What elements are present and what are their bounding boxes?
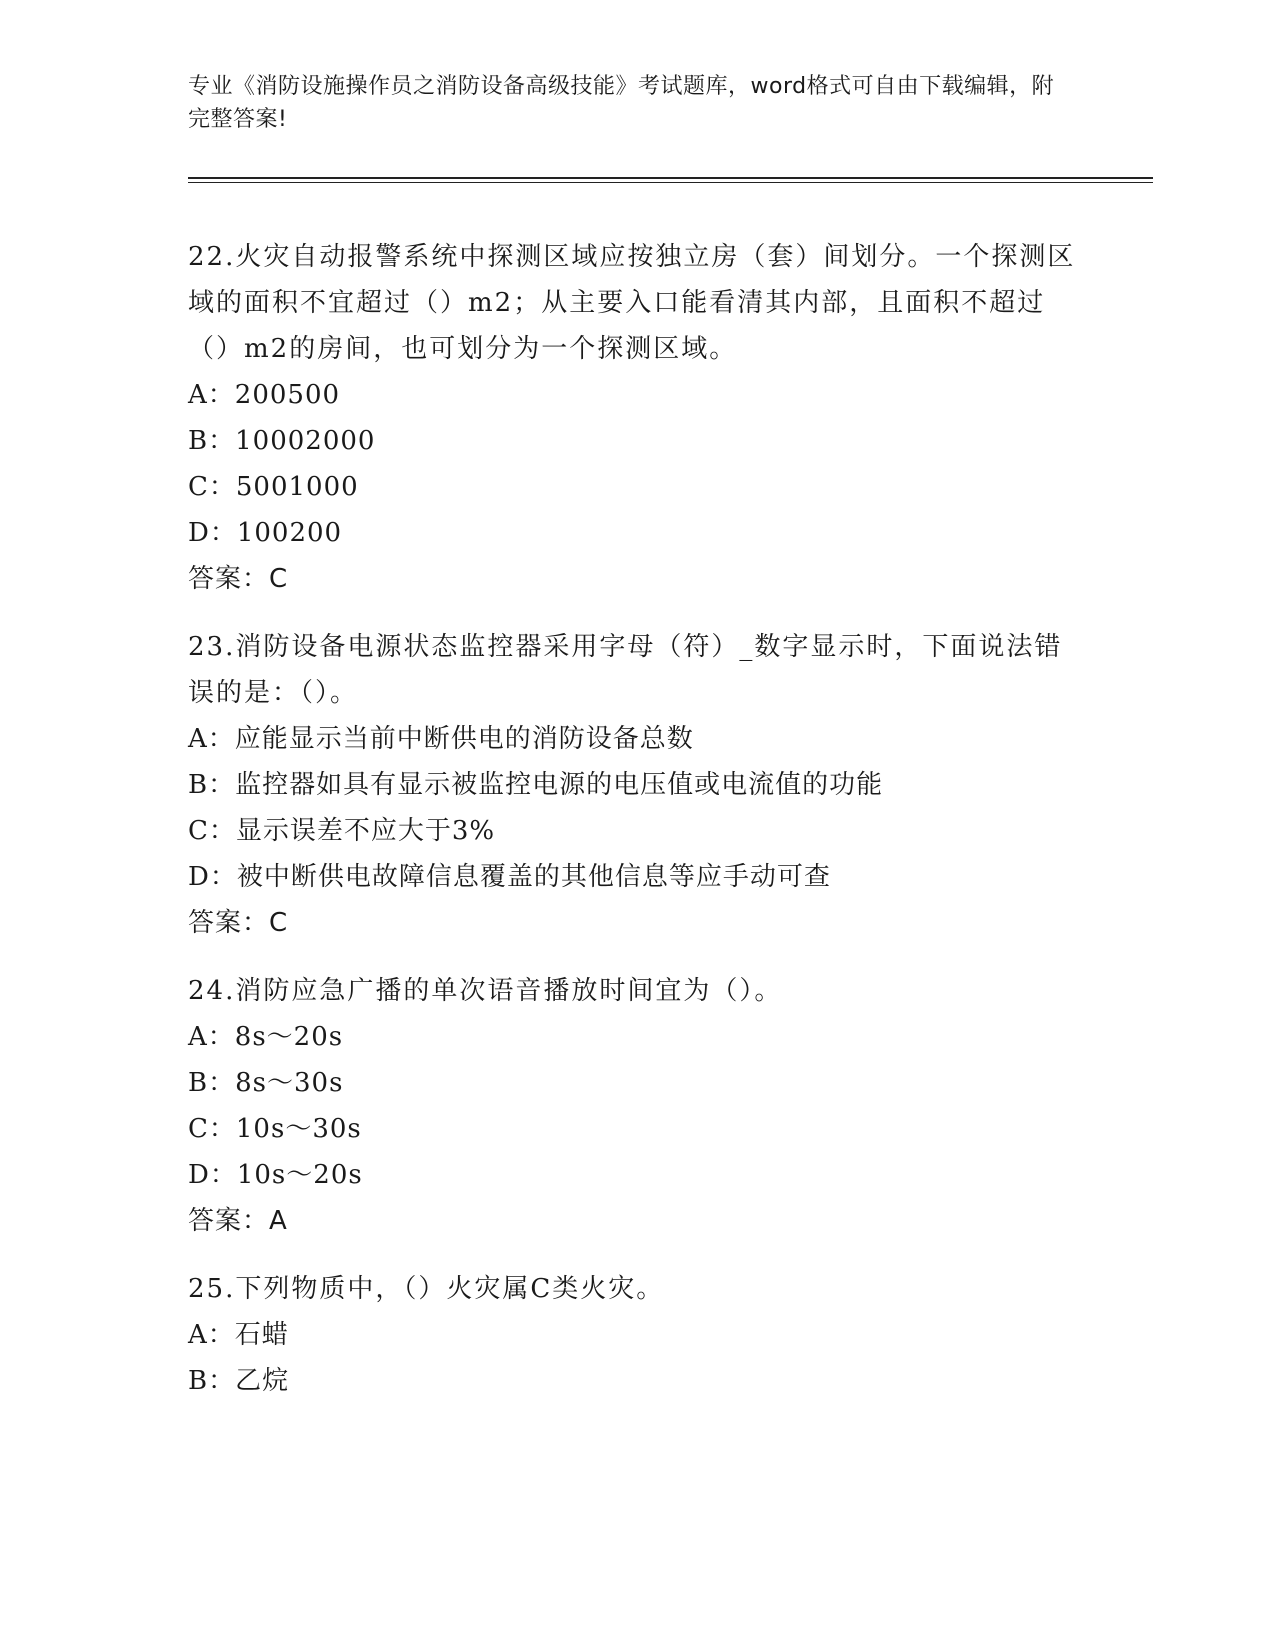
question-text: 22.火灾自动报警系统中探测区域应按独立房（套）间划分。一个探测区域的面积不宜超过（）m2；从主要入口能看清其内部，且面积不超过（）m2的房间，也可划分为一个探测区域。	[188, 242, 1076, 364]
answer-label: 答案：	[188, 1206, 270, 1236]
question-text: 24.消防应急广播的单次语音播放时间宜为（）。	[188, 976, 783, 1006]
option-a: A：石蜡	[188, 1320, 289, 1350]
question-23	[188, 624, 1088, 946]
question-text: 25.下列物质中，（）火灾属C类火灾。	[188, 1274, 665, 1304]
option-a: A：200500	[188, 380, 341, 410]
question-25	[188, 1266, 1088, 1404]
answer-label: 答案：	[188, 908, 270, 938]
question-24	[188, 968, 1088, 1244]
question-text: 23.消防设备电源状态监控器采用字母（符）_数字显示时，下面说法错误的是：（）。	[188, 632, 1063, 708]
answer-value: A	[269, 1206, 287, 1236]
option-b: B：8s～30s	[188, 1068, 344, 1098]
answer-line	[188, 900, 1088, 946]
option-b: B：监控器如具有显示被监控电源的电压值或电流值的功能	[188, 770, 884, 800]
option-d: D：100200	[188, 518, 343, 548]
header-divider-thin	[188, 182, 1153, 183]
answer-line	[188, 1198, 1088, 1244]
option-b: B：10002000	[188, 426, 376, 456]
option-c: C：10s～30s	[188, 1114, 362, 1144]
answer-value: C	[269, 908, 288, 938]
option-a: A：8s～20s	[188, 1022, 344, 1052]
option-c: C：5001000	[188, 472, 359, 502]
question-22	[188, 234, 1088, 602]
answer-label: 答案：	[188, 564, 270, 594]
option-a: A：应能显示当前中断供电的消防设备总数	[188, 724, 694, 754]
header-divider	[188, 177, 1153, 179]
option-d: D：10s～20s	[188, 1160, 363, 1190]
question-list	[188, 234, 1088, 1426]
answer-line	[188, 556, 1088, 602]
document-header: 专业《消防设施操作员之消防设备高级技能》考试题库，word格式可自由下载编辑，附完整答案!	[188, 74, 1055, 132]
option-b: B：乙烷	[188, 1366, 290, 1396]
option-c: C：显示误差不应大于3%	[188, 816, 496, 846]
option-d: D：被中断供电故障信息覆盖的其他信息等应手动可查	[188, 862, 831, 892]
answer-value: C	[269, 564, 288, 594]
